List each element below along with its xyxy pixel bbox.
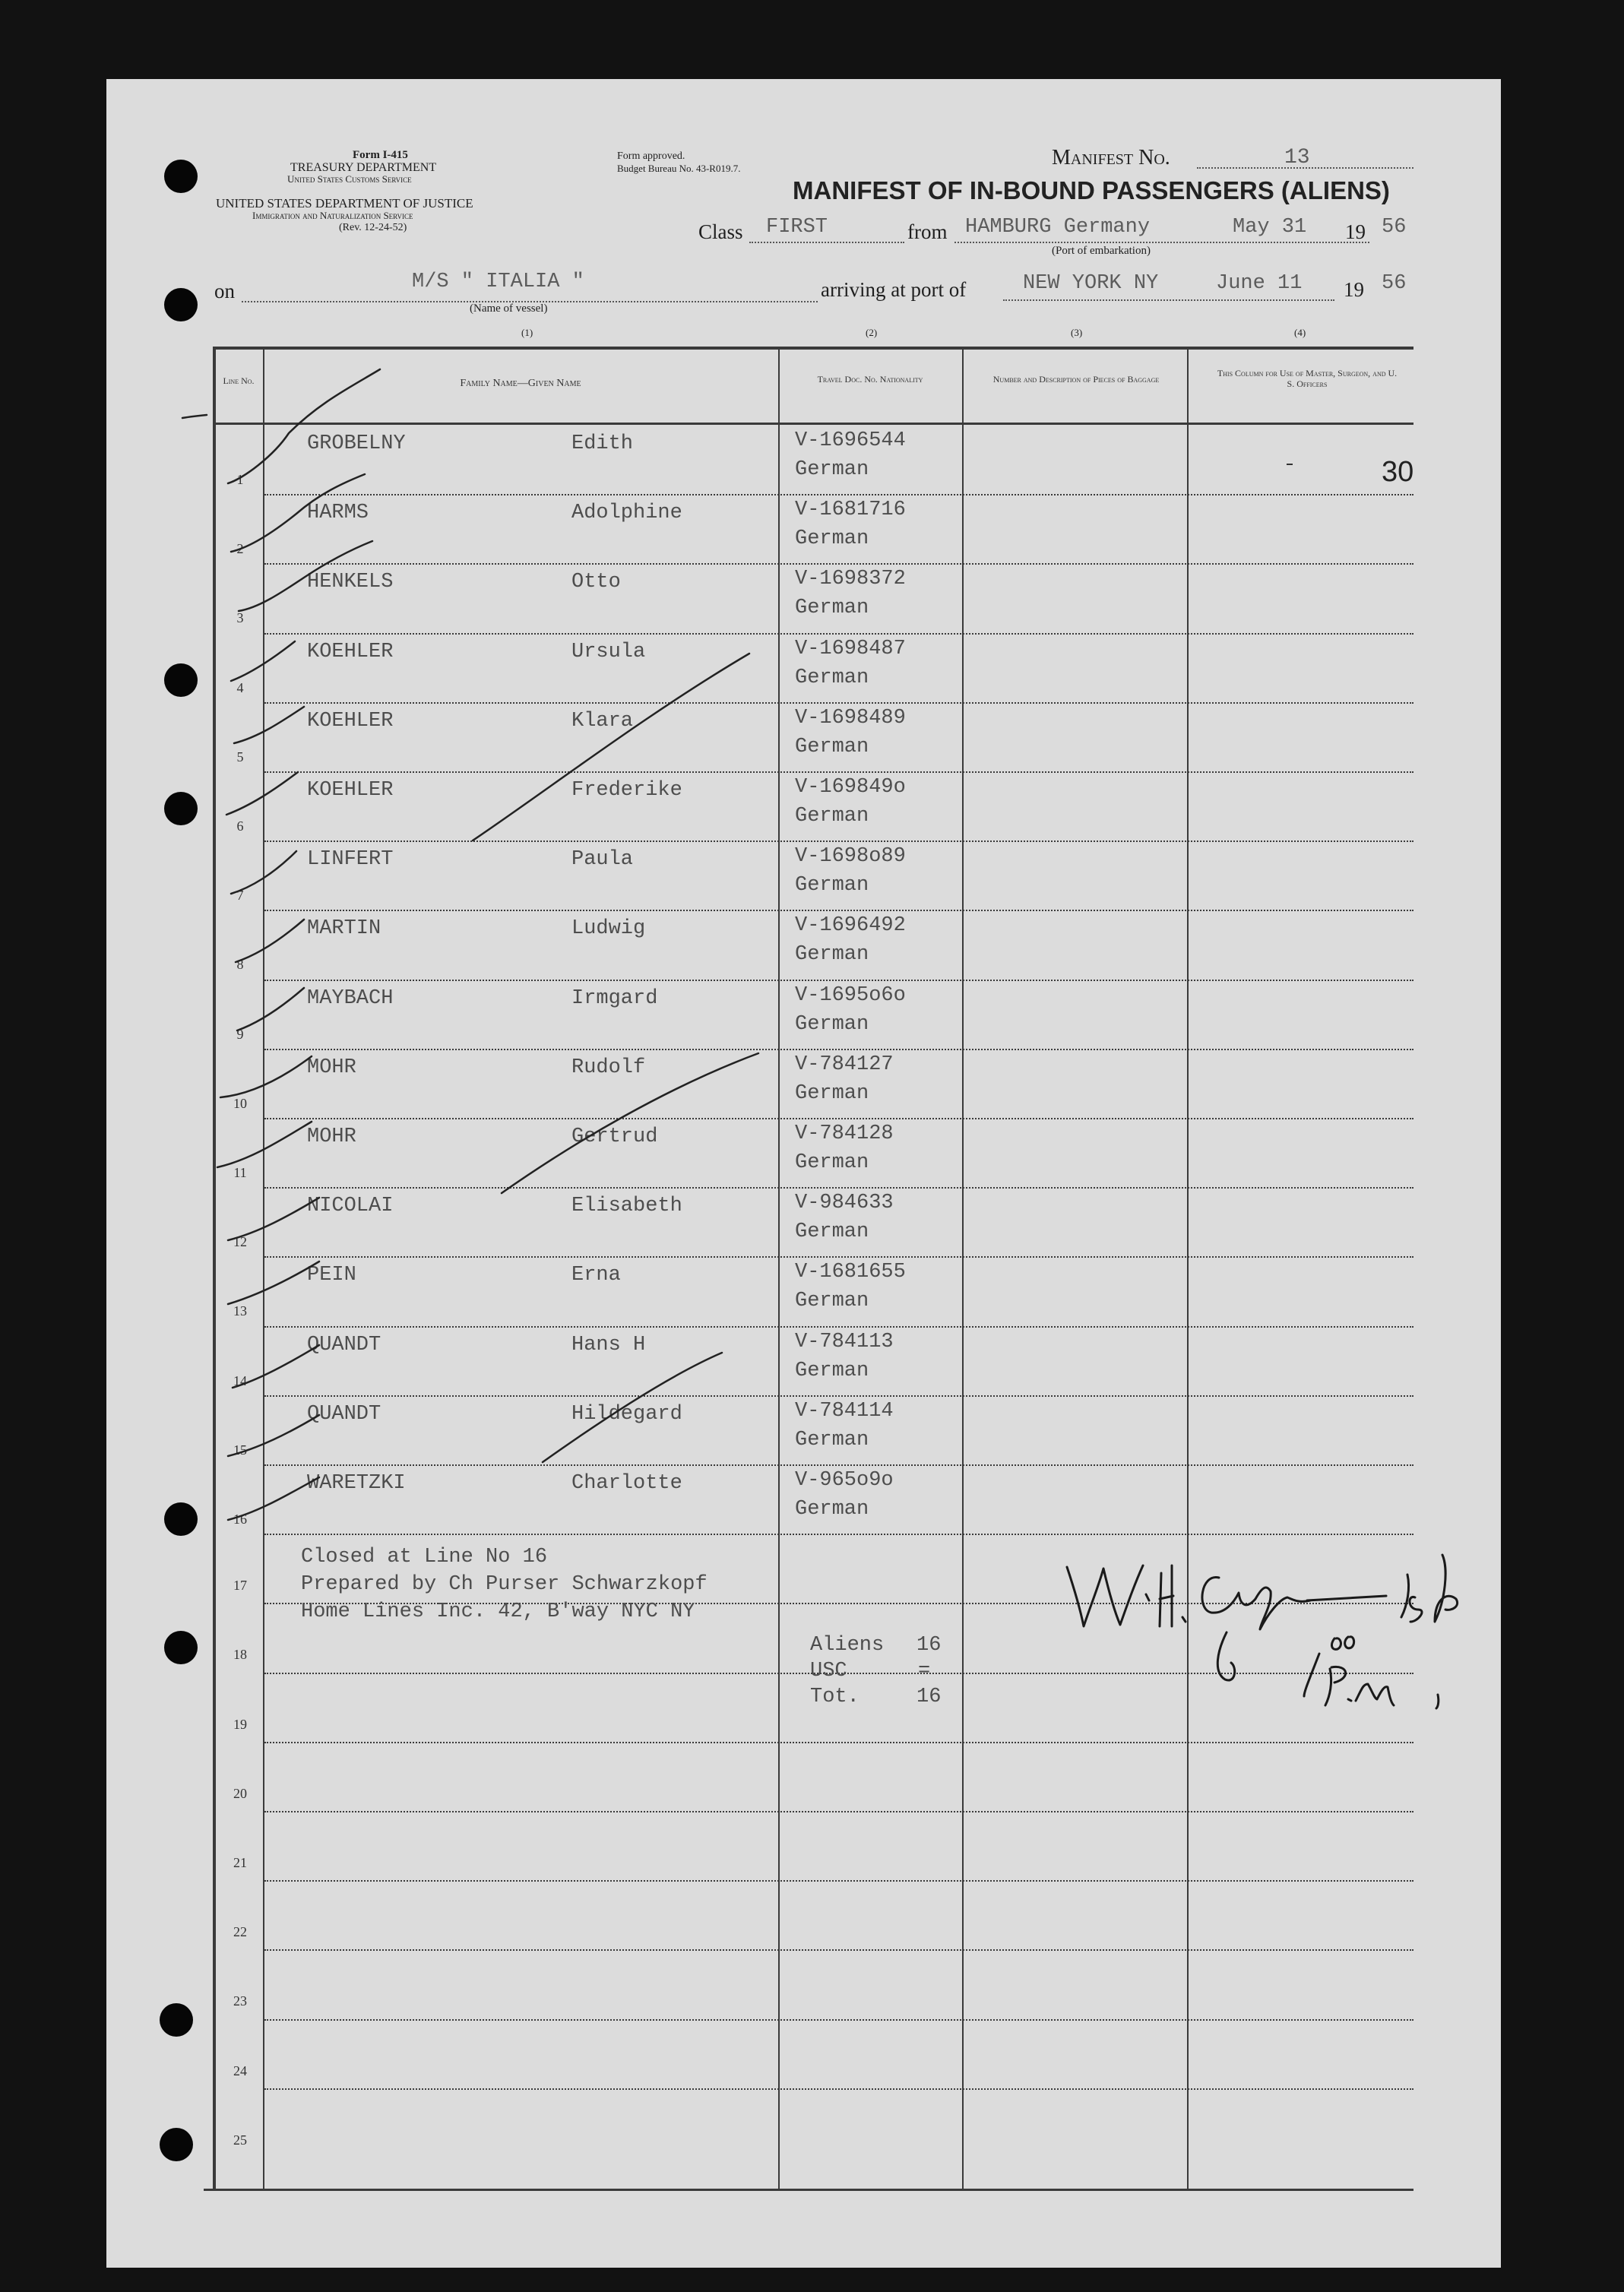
passenger-nationality: German [795,1429,869,1451]
punch-hole [160,2128,193,2161]
table-bottom-border [204,2189,1413,2191]
passenger-surname: MOHR [307,1125,356,1148]
line-number: 6 [236,818,244,834]
usc-count: = [918,1660,931,1683]
travel-doc-number: V-784114 [795,1400,894,1423]
header-baggage: Number and Description of Pieces of Baggage [992,374,1160,385]
travel-doc-number: V-1698489 [795,707,906,730]
line-number: 21 [233,1855,247,1870]
table-left-border [213,347,216,2190]
from-label: from [907,220,948,243]
passenger-surname: GROBELNY [307,432,406,455]
header-name: Family Name—Given Name [460,378,581,389]
row-separator [264,702,1413,704]
passenger-surname: MOHR [307,1056,356,1079]
line-number: 20 [233,1786,247,1801]
line-number: 5 [236,749,244,765]
travel-doc-number: V-1698372 [795,568,906,590]
passenger-nationality: German [795,597,869,619]
class-line [749,242,904,243]
passenger-nationality: German [795,1082,869,1105]
arriving-label: arriving at port of [821,278,967,301]
aliens-count: 16 [916,1634,942,1657]
passenger-given-name: Klara [571,710,634,733]
line-number: 25 [233,2132,247,2148]
usc-label: USC [810,1660,847,1683]
travel-doc-number: V-784127 [795,1053,894,1076]
passenger-nationality: German [795,1290,869,1312]
line-number: 14 [233,1373,247,1388]
row-separator [264,494,1413,495]
passenger-surname: QUANDT [307,1334,381,1357]
line-number: 7 [236,888,244,903]
passenger-given-name: Gertrud [571,1125,658,1148]
arrival-year-prefix: 19 [1344,278,1364,301]
line-number: 9 [236,1027,244,1042]
prepared-by-note: Prepared by Ch Purser Schwarzkopf [301,1573,708,1596]
passenger-given-name: Edith [571,432,634,455]
line-number: 10 [233,1096,247,1111]
total-count: 16 [916,1686,942,1708]
arrival-date: June 11 [1216,272,1303,295]
total-label: Tot. [810,1686,859,1708]
company-note: Home Lines Inc. 42, B'way NYC NY [301,1600,695,1623]
on-label: on [214,280,235,302]
line-number: 17 [233,1578,247,1593]
row-separator [264,1949,1413,1951]
travel-doc-number: V-1696544 [795,429,906,452]
passenger-given-name: Irmgard [571,987,658,1010]
manifest-no-value: 13 [1284,146,1310,169]
column-number: (1) [521,327,533,338]
ins-service: Immigration and Naturalization Service [252,210,413,221]
name-doc-divider [778,347,780,2190]
embarkation-port: HAMBURG Germany [965,216,1151,239]
header-line-no: Line No. [223,375,255,386]
form-revision: (Rev. 12-24-52) [339,222,407,233]
doc-baggage-divider [962,347,964,2190]
passenger-surname: PEIN [307,1264,356,1287]
line-number: 12 [233,1234,247,1249]
travel-doc-number: V-1695o6o [795,984,906,1007]
passenger-surname: HENKELS [307,571,394,594]
travel-doc-number: V-1698o89 [795,845,906,868]
passenger-nationality: German [795,1360,869,1382]
officer-note: 30 [1382,456,1414,488]
treasury-dept: TREASURY DEPARTMENT [290,161,437,174]
travel-doc-number: V-169849o [795,776,906,799]
passenger-nationality: German [795,943,869,966]
column-number: (4) [1294,327,1306,338]
passenger-surname: KOEHLER [307,710,394,733]
year-prefix: 19 [1345,220,1366,243]
passenger-nationality: German [795,736,869,758]
justice-dept: UNITED STATES DEPARTMENT OF JUSTICE [216,196,473,211]
form-approved: Form approved. [617,150,685,162]
closing-note: Closed at Line No 16 [301,1546,548,1569]
vessel-name: M/S " ITALIA " [412,271,584,293]
port-embarkation-caption: (Port of embarkation) [1052,245,1151,257]
from-line [954,242,1369,243]
form-number: Form I-415 [353,149,408,161]
row-separator [264,1742,1413,1743]
row-separator [264,1811,1413,1812]
line-number: 16 [233,1512,247,1527]
punch-hole [164,1502,198,1536]
header-travel-doc: Travel Doc. No. Nationality [817,374,923,385]
punch-hole [164,160,198,193]
header-officers: This Column for Use of Master, Surgeon, and U. S. Officers [1217,368,1398,389]
line-number: 15 [233,1442,247,1458]
manifest-no-label: Manifest No. [1052,146,1170,169]
travel-doc-number: V-1681716 [795,499,906,521]
passenger-surname: LINFERT [307,848,394,871]
punch-hole [164,663,198,697]
line-number: 3 [236,610,244,625]
passenger-surname: QUANDT [307,1403,381,1426]
class-label: Class [698,220,743,243]
punch-hole [164,792,198,825]
row-separator [264,1880,1413,1882]
punch-hole [164,1631,198,1664]
row-separator [264,563,1413,565]
passenger-nationality: German [795,1013,869,1036]
column-number: (3) [1071,327,1083,338]
passenger-given-name: Hans H [571,1334,646,1357]
travel-doc-number: V-784113 [795,1331,894,1353]
row-separator [264,1049,1413,1050]
table-top-border [213,347,1413,350]
row-separator [264,2019,1413,2021]
row-separator [264,633,1413,635]
passenger-given-name: Paula [571,848,634,871]
passenger-given-name: Erna [571,1264,621,1287]
line-number: 23 [233,1993,247,2009]
passenger-given-name: Frederike [571,779,682,802]
line-number: 4 [236,680,244,695]
row-separator [264,1534,1413,1535]
passenger-surname: KOEHLER [307,641,394,663]
arrival-line [1003,299,1334,301]
passenger-given-name: Ludwig [571,917,646,940]
manifest-title: MANIFEST OF IN-BOUND PASSENGERS (ALIENS) [793,176,1390,204]
passenger-given-name: Elisabeth [571,1195,682,1217]
row-separator [264,841,1413,842]
passenger-given-name: Ursula [571,641,646,663]
column-number: (2) [866,327,878,338]
embarkation-year: 56 [1382,216,1407,239]
line-number: 22 [233,1924,247,1939]
row-separator [264,2088,1413,2090]
row-separator [264,1118,1413,1119]
passenger-nationality: German [795,527,869,550]
row-separator [264,910,1413,911]
passenger-given-name: Rudolf [571,1056,646,1079]
travel-doc-number: V-965o9o [795,1469,894,1492]
vessel-caption: (Name of vessel) [470,302,548,315]
row-separator [264,1256,1413,1258]
passenger-given-name: Adolphine [571,502,682,524]
passenger-surname: HARMS [307,502,369,524]
embarkation-date: May 31 [1233,216,1307,239]
passenger-surname: KOEHLER [307,779,394,802]
passenger-nationality: German [795,874,869,897]
customs-service: United States Customs Service [287,173,412,185]
travel-doc-number: V-1696492 [795,914,906,937]
officer-dash [1287,464,1293,465]
travel-doc-number: V-1681655 [795,1261,906,1284]
passenger-nationality: German [795,805,869,828]
travel-doc-number: V-1698487 [795,638,906,660]
passenger-surname: WARETZKI [307,1472,406,1495]
row-separator [264,1187,1413,1189]
arrival-year: 56 [1382,272,1407,295]
line-number: 11 [233,1165,247,1180]
passenger-surname: MAYBACH [307,987,394,1010]
line-number: 2 [236,541,244,556]
travel-doc-number: V-984633 [795,1192,894,1214]
line-number: 13 [233,1303,247,1319]
row-separator [264,771,1413,773]
row-separator [264,980,1413,981]
line-number: 18 [233,1647,247,1662]
line-number: 8 [236,957,244,972]
passenger-nationality: German [795,458,869,481]
line-number: 19 [233,1717,247,1732]
line-no-divider [263,347,264,2190]
arrival-port: NEW YORK NY [1023,272,1159,295]
passenger-surname: MARTIN [307,917,381,940]
aliens-label: Aliens [810,1634,885,1657]
passenger-nationality: German [795,1498,869,1521]
row-separator [264,1464,1413,1466]
baggage-officer-divider [1187,347,1189,2190]
travel-doc-number: V-784128 [795,1122,894,1145]
passenger-surname: NICOLAI [307,1195,394,1217]
line-number: 24 [233,2063,247,2078]
punch-hole [160,2003,193,2037]
budget-bureau: Budget Bureau No. 43-R019.7. [617,163,741,174]
passenger-nationality: German [795,666,869,689]
line-number: 1 [236,472,244,487]
passenger-nationality: German [795,1151,869,1174]
punch-hole [164,288,198,321]
passenger-nationality: German [795,1220,869,1243]
row-separator [264,1395,1413,1397]
passenger-given-name: Hildegard [571,1403,682,1426]
header-bottom-border [213,423,1413,425]
passenger-given-name: Charlotte [571,1472,682,1495]
class-value: FIRST [766,216,828,239]
row-separator [264,1326,1413,1328]
passenger-given-name: Otto [571,571,621,594]
